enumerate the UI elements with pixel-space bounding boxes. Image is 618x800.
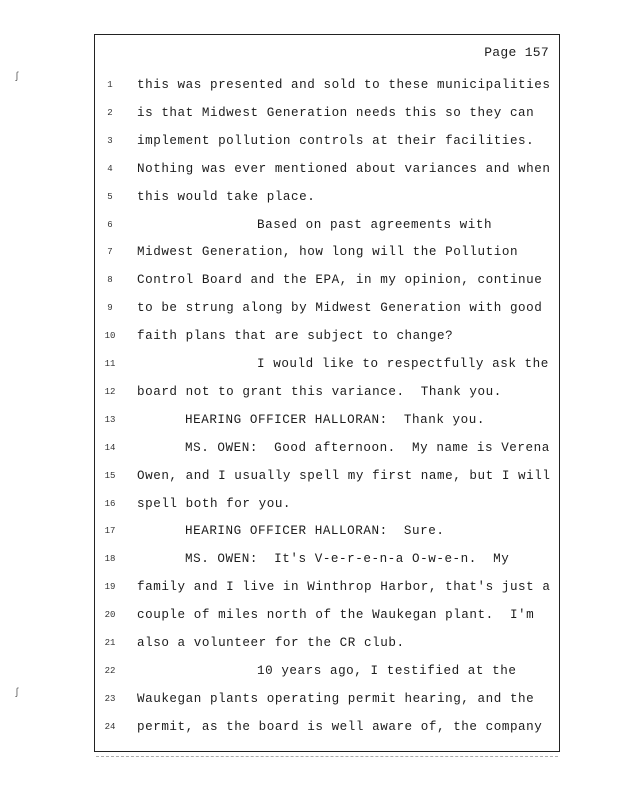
transcript-line: permit, as the board is well aware of, the company <box>137 719 543 734</box>
transcript-line: this was presented and sold to these municipalities <box>137 78 551 92</box>
line-number: 15 <box>104 470 116 481</box>
transcript-page <box>94 34 560 752</box>
line-number: 20 <box>104 610 116 621</box>
transcript-line: also a volunteer for the CR club. <box>137 636 405 650</box>
page-number: Page 157 <box>484 45 549 60</box>
transcript-line: HEARING OFFICER HALLORAN: Thank you. <box>185 412 485 427</box>
transcript-line: couple of miles north of the Waukegan plant. I'm <box>137 608 535 623</box>
line-number: 14 <box>104 442 116 453</box>
transcript-line: Control Board and the EPA, in my opinion, continue <box>137 273 543 288</box>
line-number: 11 <box>104 359 116 369</box>
transcript-line: Owen, and I usually spell my first name, but I will <box>137 468 551 483</box>
line-number: 22 <box>104 665 116 676</box>
line-number: 7 <box>107 247 113 258</box>
transcript-line: HEARING OFFICER HALLORAN: Sure. <box>185 524 445 539</box>
line-number: 21 <box>104 638 116 648</box>
transcript-line: Waukegan plants operating permit hearing, and the <box>137 691 535 706</box>
transcript-line: Nothing was ever mentioned about variances and when <box>137 161 551 176</box>
line-number: 1 <box>107 80 113 90</box>
transcript-line: to be strung along by Midwest Generation with good <box>137 301 543 316</box>
line-number: 13 <box>104 414 116 425</box>
scan-mark: ʃ <box>14 72 21 83</box>
line-number: 12 <box>104 386 116 397</box>
line-number: 23 <box>104 693 116 704</box>
line-number: 24 <box>104 721 116 732</box>
transcript-line: board not to grant this variance. Thank you. <box>137 384 502 399</box>
transcript-line: MS. OWEN: It's V-e-r-e-n-a O-w-e-n. My <box>185 552 510 567</box>
transcript-line: I would like to respectfully ask the <box>257 357 549 371</box>
line-number: 8 <box>107 275 113 286</box>
line-number: 9 <box>107 303 113 314</box>
line-number: 16 <box>104 498 116 509</box>
transcript-line: is that Midwest Generation needs this so they can <box>137 105 535 120</box>
transcript-line: family and I live in Winthrop Harbor, that's just a <box>137 580 551 595</box>
transcript-line: 10 years ago, I testified at the <box>257 663 517 678</box>
line-number: 4 <box>107 163 113 174</box>
line-number: 19 <box>104 582 116 593</box>
line-number: 2 <box>107 107 113 118</box>
transcript-line: Based on past agreements with <box>257 217 493 232</box>
transcript-line: Midwest Generation, how long will the Pollution <box>137 245 519 260</box>
line-number: 6 <box>107 219 113 230</box>
transcript-line: MS. OWEN: Good afternoon. My name is Verena <box>185 440 550 455</box>
line-number: 17 <box>104 526 116 537</box>
scan-mark: ʃ <box>14 688 21 699</box>
transcript-line: implement pollution controls at their facilities. <box>137 133 535 148</box>
transcript-line: faith plans that are subject to change? <box>137 329 454 344</box>
line-number: 5 <box>107 191 113 202</box>
scan-footer-artifact <box>96 756 558 760</box>
line-number: 3 <box>107 135 113 146</box>
transcript-line: this would take place. <box>137 189 316 204</box>
line-number: 10 <box>104 331 116 342</box>
line-number: 18 <box>104 554 116 565</box>
transcript-line: spell both for you. <box>137 496 292 511</box>
